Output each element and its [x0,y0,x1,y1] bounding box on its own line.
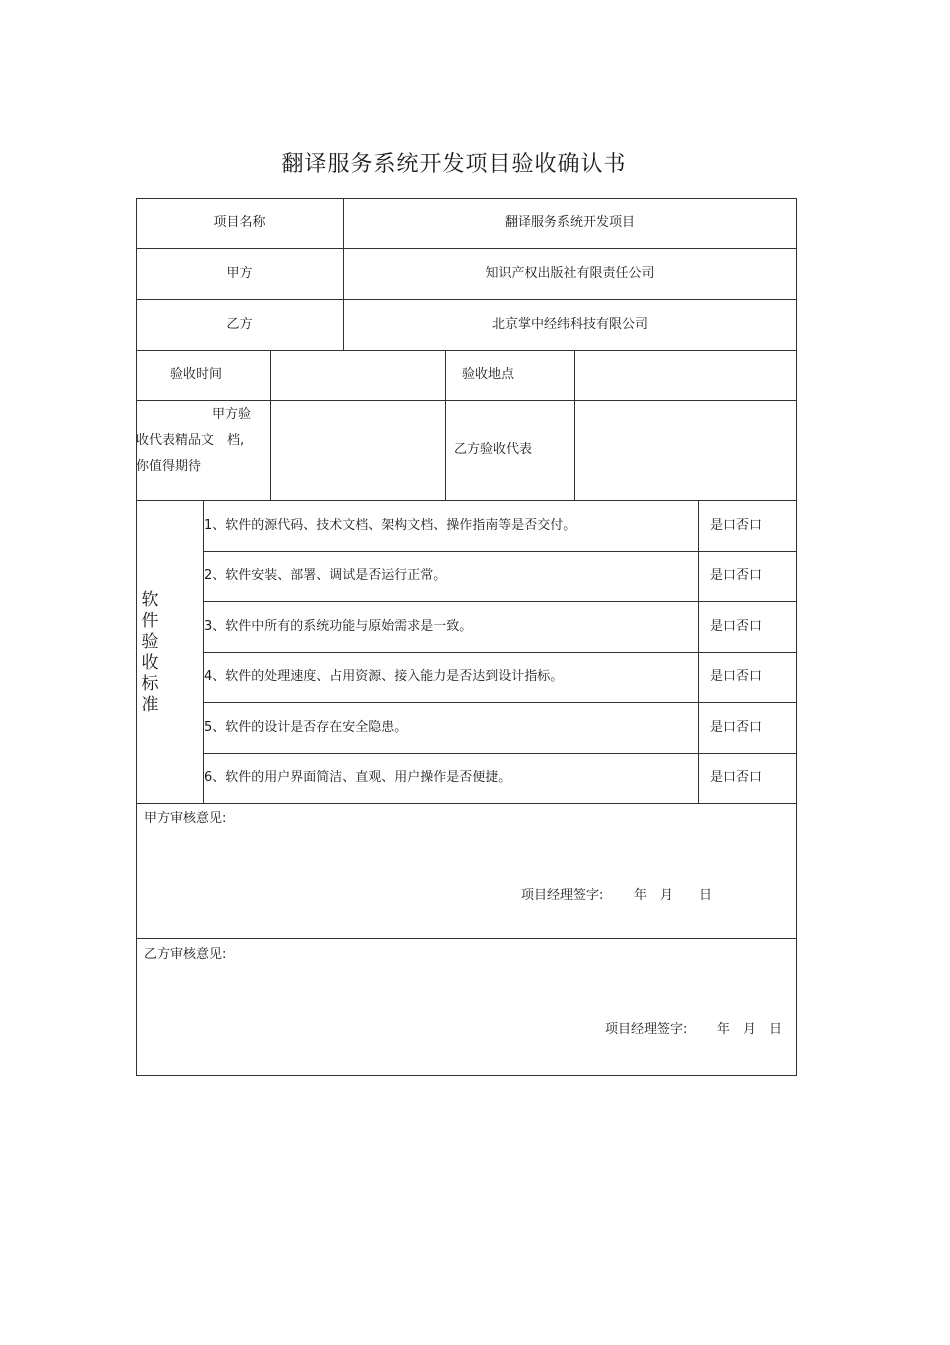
criteria-label-char: 软 [141,590,159,610]
criteria-item-4: 4、软件的处理速度、占用资源、接入能力是否达到设计指标。 [204,669,564,684]
party-a-manager-signature-label: 项目经理签字: [521,888,604,903]
criteria-label-char: 准 [141,695,159,715]
criteria-check-6[interactable]: 是口否口 [710,770,763,785]
criteria-check-4[interactable]: 是口否口 [710,669,763,684]
criteria-label-char: 验 [141,632,159,652]
party-b-label: 乙方 [226,316,253,332]
party-a-representative-label [136,402,270,480]
acceptance-place-field[interactable] [574,350,797,400]
criteria-section-label [138,590,162,716]
party-a-value: 知识产权出版社有限责任公司 [485,265,655,281]
party-b-manager-signature-label: 项目经理签字: [605,1022,688,1037]
party-b-review-field[interactable] [137,968,796,1016]
acceptance-time-field[interactable] [270,350,445,400]
party-b-review-label: 乙方审核意见: [144,947,227,962]
party-b-value: 北京掌中经纬科技有限公司 [491,316,648,332]
criteria-item-6: 6、软件的用户界面简洁、直观、用户操作是否便捷。 [204,770,512,785]
criteria-item-2: 2、软件安装、部署、调试是否运行正常。 [204,568,447,583]
criteria-item-3: 3、软件中所有的系统功能与原始需求是一致。 [204,618,473,634]
criteria-item-5: 5、软件的设计是否存在安全隐患。 [204,719,408,735]
rep-label-line: 收代表精品文 档, [136,433,245,448]
criteria-label-char: 件 [141,611,159,631]
party-b-sign-date[interactable]: 年 月 日 [717,1022,783,1037]
party-a-representative-field[interactable] [270,400,445,500]
party-a-label: 甲方 [226,265,253,281]
criteria-label-char: 收 [141,653,159,673]
acceptance-place-label: 验收地点 [462,367,515,382]
project-name-label: 项目名称 [213,215,266,230]
party-a-review-label: 甲方审核意见: [144,811,227,826]
document-title: 翻译服务系统开发项目验收确认书 [281,152,627,177]
criteria-check-1[interactable]: 是口否口 [710,517,763,533]
criteria-check-5[interactable]: 是口否口 [710,719,763,735]
rep-label-line: 甲方验 [212,407,252,422]
criteria-check-2[interactable]: 是口否口 [710,568,763,583]
party-a-sign-date[interactable]: 年 月 日 [634,888,713,903]
criteria-check-3[interactable]: 是口否口 [710,618,763,634]
party-b-representative-label: 乙方验收代表 [454,442,533,457]
party-a-review-field[interactable] [137,832,796,877]
rep-label-line: 你值得期待 [136,459,202,474]
criteria-item-1: 1、软件的源代码、技术文档、架构文档、操作指南等是否交付。 [204,517,577,533]
project-name-value: 翻译服务系统开发项目 [504,215,635,230]
row-divider [136,938,797,939]
criteria-label-char: 标 [141,674,159,694]
party-b-representative-field[interactable] [574,400,797,500]
row-divider [136,803,797,804]
acceptance-time-label: 验收时间 [169,367,222,382]
